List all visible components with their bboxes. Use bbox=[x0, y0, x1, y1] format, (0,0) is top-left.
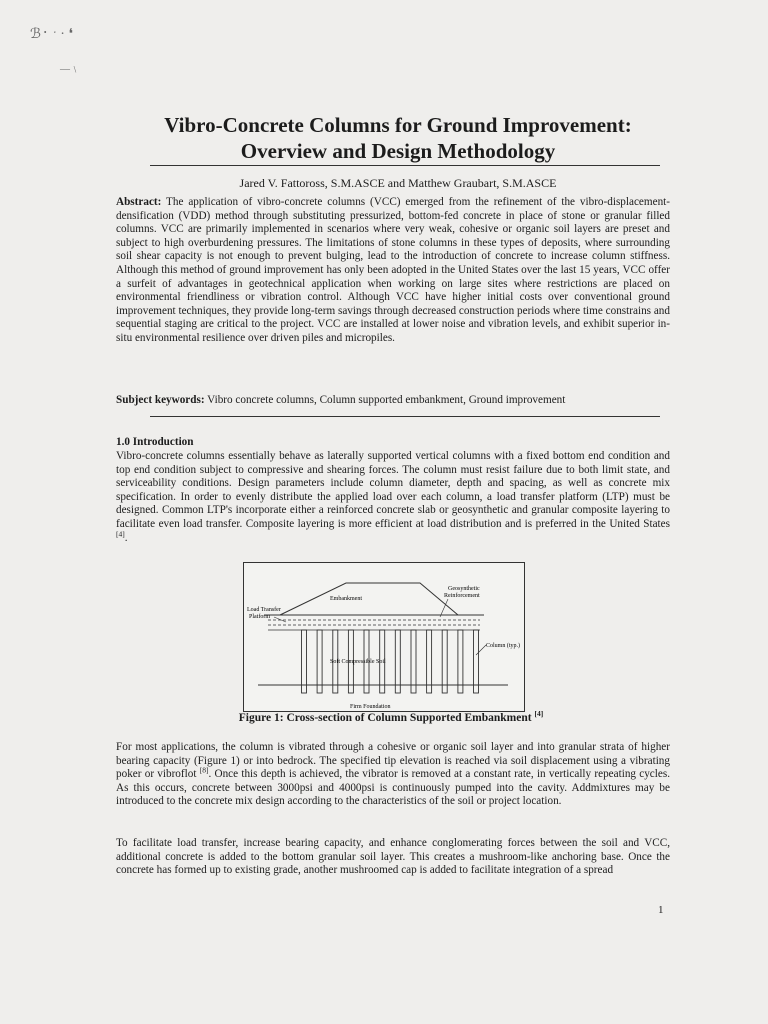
keywords-label: Subject keywords: bbox=[116, 394, 205, 406]
abstract-text: The application of vibro-concrete columns (VCC) emerged from the refinement of the vibro-displacement-densification (VDD) method through substituting pressurized, bottom-fed concrete in place of stone or granular filled columns. VCC are primarily implemented in scenarios where very weak, cohesive or organic soil layers are preset and subject to high overburdening pressures. The limitations of stone columns in these types of deposits, where surrounding soil shear capacity is not enough to prevent bulging, lead to the introduction of concrete to increase column stiffness. Although this method of ground improvement has only been adopted in the United States over the last 15 years, VCC offer a surfeit of advantages in geotechnical application when working on large sites where restrictions are placed on environmental friendliness or vibration control. Although VCC have higher initial costs over conventional ground improvement techniques, they provide long-term savings through decreased construction periods where time constrains and sequential staging are critical to the project. VCC are installed at lower noise and vibration levels, and exhibit superior in-situ environmental resilience over driven piles and micropiles. bbox=[116, 196, 670, 344]
figure-diagram bbox=[244, 563, 524, 711]
keywords-text: Vibro concrete columns, Column supported embankment, Ground improvement bbox=[204, 394, 566, 406]
geosynthetic-label: Geosynthetic bbox=[448, 586, 480, 592]
section-heading: 1.0 Introduction bbox=[116, 436, 194, 448]
keywords-rule bbox=[150, 416, 660, 417]
vcc-column bbox=[458, 630, 463, 693]
para2-text-a: For most applications, the column is vibrated through a cohesive or organic soil layer and into granular strata of higher bearing capacity (Figure 1) or into bedrock. The specified tip elevation is reached via soil displacement using a vibrating poker or vibroflot bbox=[116, 741, 670, 781]
figure-caption bbox=[226, 709, 556, 724]
column-label: Column (typ.) bbox=[486, 643, 520, 649]
abstract-label: Abstract: bbox=[116, 196, 162, 208]
paragraph-load-transfer bbox=[116, 837, 670, 878]
intro-paragraph bbox=[116, 450, 670, 545]
citation: [8] bbox=[199, 765, 209, 775]
ltp-label: Platform bbox=[249, 614, 270, 620]
vcc-column bbox=[302, 630, 307, 693]
embankment-shape bbox=[280, 583, 458, 615]
vcc-column bbox=[474, 630, 479, 693]
vcc-column bbox=[395, 630, 400, 693]
authors: Jared V. Fattoross, S.M.ASCE and Matthew Graubart, S.M.ASCE bbox=[239, 176, 557, 190]
vcc-column bbox=[427, 630, 432, 693]
intro-tail: . bbox=[124, 531, 128, 544]
intro-text: Vibro-concrete columns essentially behave as laterally supported vertical columns with a fixed bottom end condition and top end condition subject to compressive and shearing forces. The column must resist failure due to both limit state, and serviceability conditions. Design parameters include column diameter, depth and spacing, as well as concrete mix specification. In order to evenly distribute the applied load over each column, a load transfer platform (LTP) must be designed. Common LTP's incorporate either a reinforced concrete slab or geosynthetic and granular composite layering to facilitate even load transfer. Composite layering is more efficient at load distribution and is preferred in the United States bbox=[116, 450, 670, 530]
vcc-column bbox=[317, 630, 322, 693]
caption-text: Figure 1: Cross-section of Column Supported Embankment bbox=[238, 712, 535, 724]
leader-line bbox=[274, 617, 286, 622]
geosynthetic-label: Reinforcement bbox=[444, 593, 480, 599]
page-number: 1 bbox=[658, 904, 664, 916]
title-rule bbox=[150, 165, 660, 166]
vcc-column bbox=[442, 630, 447, 693]
soft-soil-label: Soft Compressible Soil bbox=[330, 659, 386, 665]
columns-group bbox=[302, 630, 479, 693]
leader-line bbox=[476, 645, 486, 655]
scan-mark: ℬ᛫ ˑ · ❛ bbox=[30, 27, 73, 42]
scan-mark: —﹨ bbox=[60, 64, 80, 75]
leader-line bbox=[440, 599, 448, 617]
abstract bbox=[116, 196, 670, 346]
para2-text-b: . Once this depth is achieved, the vibrator is removed at a constant rate, in vertically repeating cycles. As this occurs, concrete between 3000psi and 4000psi is continuously pumped into the cavity. Addmixtures may be introduced to the concrete mix design according to the characteristics of the soil or project location. bbox=[116, 768, 671, 808]
figure-cross-section bbox=[243, 562, 525, 712]
ltp-label: Load Transfer bbox=[247, 607, 281, 613]
citation: [4] bbox=[116, 528, 125, 538]
keywords bbox=[116, 394, 676, 406]
paragraph-applications bbox=[116, 741, 670, 809]
paper-title bbox=[118, 112, 678, 164]
embankment-label: Embankment bbox=[330, 596, 362, 602]
citation: [4] bbox=[534, 709, 544, 719]
title-line-1: Vibro-Concrete Columns for Ground Improvement: bbox=[164, 113, 632, 137]
para3-text: To facilitate load transfer, increase bearing capacity, and enhance conglomerating forces between the soil and VCC, additional concrete is added to the bottom granular soil layer. This creates a mushroom-like anchoring base. Once the concrete has formed up to existing grade, another mushroomed cap is added to facilitate integration of a spread bbox=[116, 837, 670, 877]
title-line-2: Overview and Design Methodology bbox=[240, 139, 556, 163]
vcc-column bbox=[411, 630, 416, 693]
firm-foundation-label: Firm Foundation bbox=[350, 704, 391, 710]
